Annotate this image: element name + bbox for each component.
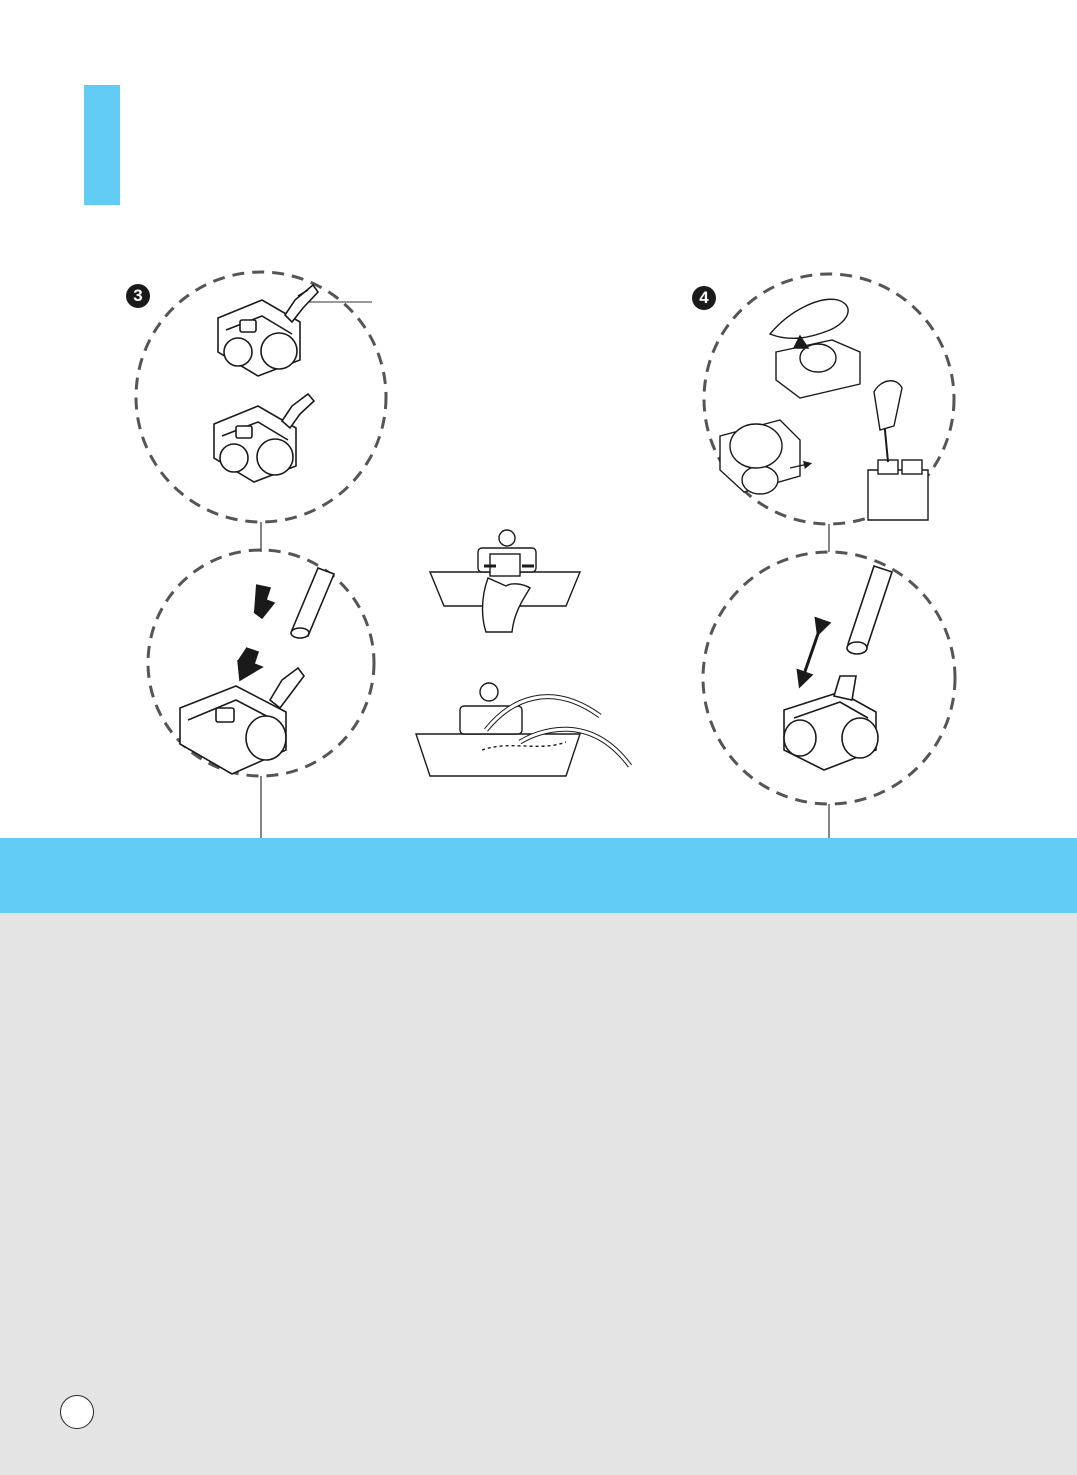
- nozzle-underside-hand-icon: [430, 530, 580, 632]
- pipe-attach-icon: [180, 568, 334, 774]
- screwdriver-cover-icon: [868, 381, 928, 520]
- section-header-band: [0, 838, 1077, 913]
- brush-roller-removal-icon: [720, 299, 860, 494]
- nozzle-underside-hose-icon: [416, 683, 630, 776]
- text-content-area: [0, 913, 1077, 1475]
- turbo-nozzle-front-icon: [218, 285, 318, 376]
- turbo-nozzle-rear-icon: [214, 394, 314, 482]
- mini-turbo-attach-icon: [784, 566, 892, 770]
- step-3-badge: 3: [126, 284, 150, 308]
- step-4-badge: 4: [692, 286, 716, 310]
- page-number: [60, 1395, 94, 1429]
